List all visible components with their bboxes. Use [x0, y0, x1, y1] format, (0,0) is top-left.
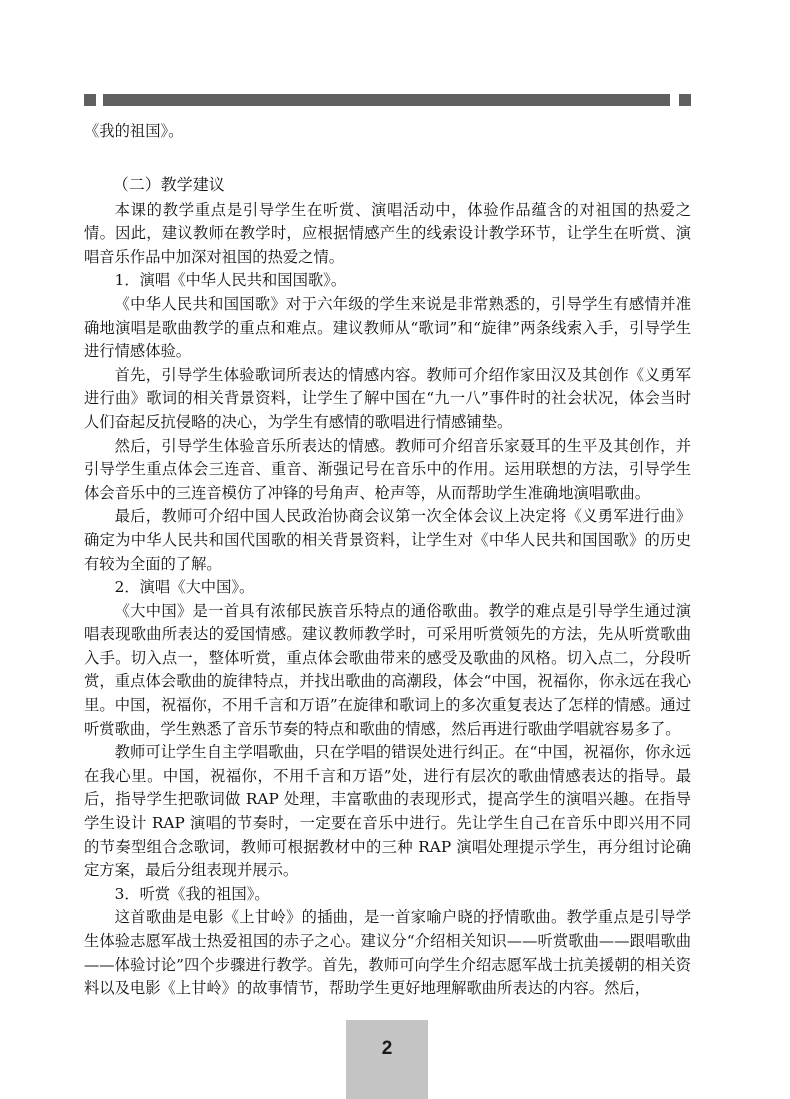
- paragraph-anthem-history: 最后，教师可介绍中国人民政治协商会议第一次全体会议上决定将《义勇军进行曲》确定为中华人民共和国代国歌的相关背景资料，让学生对《中华人民共和国国歌》的历史有较为全面的了解。: [84, 507, 691, 573]
- carryover-line: 《我的祖国》。: [84, 122, 184, 140]
- item-heading-2: 2．演唱《大中国》。: [114, 578, 255, 597]
- page-number-box: [346, 1020, 428, 1099]
- paragraph-anthem-overview: 《中华人民共和国国歌》对于六年级的学生来说是非常熟悉的，引导学生有感情并准确地演唱是歌曲教学的重点和难点。建议教师从“歌词”和“旋律”两条线索入手，引导学生进行情感体验。: [84, 294, 691, 361]
- paragraph-anthem-lyrics: 首先，引导学生体验歌词所表达的情感内容。教师可介绍作家田汉及其创作《义勇军进行曲》歌词的相关背景资料，让学生了解中国在“九一八”事件时的社会状况，体会当时人们奋起反抗侵略的决心，为学生有感情的歌唱进行情感铺垫。: [84, 365, 691, 431]
- page-body: [84, 120, 691, 1001]
- paragraph-wodezuguo: 这首歌曲是电影《上甘岭》的插曲，是一首家喻户晓的抒情歌曲。教学重点是引导学生体验志愿军战士热爱祖国的赤子之心。建议分“介绍相关知识——听赏歌曲——跟唱歌曲——体验讨论”四个步骤进行教学。首先，教师可向学生介绍志愿军战士抗美援朝的相关资料以及电影《上甘岭》的故事情节，帮助学生更好地理解歌曲所表达的内容。然后，: [84, 908, 691, 998]
- header-bar-left-block: [84, 94, 96, 106]
- header-bar: [103, 94, 670, 106]
- paragraph-intro: 本课的教学重点是引导学生在听赏、演唱活动中，体验作品蕴含的对祖国的热爱之情。因此，建议教师在教学时，应根据情感产生的线索设计教学环节，让学生在听赏、演唱音乐作品中加深对祖国的热爱之情。: [84, 200, 691, 266]
- paragraph-anthem-music: 然后，引导学生体验音乐所表达的情感。教师可介绍音乐家聂耳的生平及其创作，并引导学生重点体会三连音、重音、渐强记号在音乐中的作用。运用联想的方法，引导学生体会音乐中的三连音模仿了冲锋的号角声、枪声等，从而帮助学生准确地演唱歌曲。: [84, 436, 691, 502]
- paragraph-dazhongguo-listening: 《大中国》是一首具有浓郁民族音乐特点的通俗歌曲。教学的难点是引导学生通过演唱表现歌曲所表达的爱国情感。建议教师教学时，可采用听赏领先的方法，先从听赏歌曲入手。切入点一，整体听赏，重点体会歌曲带来的感受及歌曲的风格。切入点二，分段听赏，重点体会歌曲的旋律特点，并找出歌曲的高潮段，体会“中国，祝福你，你永远在我心里。中国，祝福你，不用千言和万语”在旋律和歌词上的多次重复表达了怎样的情感。通过听赏歌曲，学生熟悉了音乐节奏的特点和歌曲的情感，然后再进行歌曲学唱就容易多了。: [84, 601, 691, 738]
- item-heading-3: 3．听赏《我的祖国》。: [114, 884, 270, 903]
- page-number: 2: [381, 1038, 393, 1059]
- item-heading-1: 1．演唱《中华人民共和国国歌》。: [114, 271, 347, 290]
- paragraph-dazhongguo-singing: 教师可让学生自主学唱歌曲，只在学唱的错误处进行纠正。在“中国，祝福你，你永远在我心里。中国，祝福你，不用千言和万语”处，进行有层次的歌曲情感表达的指导。最后，指导学生把歌词做 RAP 处理，丰富歌曲的表现形式，提高学生的演唱兴趣。在指导学生设计 RAP 演唱的节奏时，一定要在音乐中进行。先让学生自己在音乐中即兴用不同的节奏型组合念歌词，教师可根据教材中的三种 RAP 演唱处理提示学生，再分组讨论确定方案，最后分组表现并展示。: [84, 743, 691, 880]
- header-bar-right-block: [679, 94, 691, 106]
- section-heading: （二）教学建议: [112, 174, 225, 194]
